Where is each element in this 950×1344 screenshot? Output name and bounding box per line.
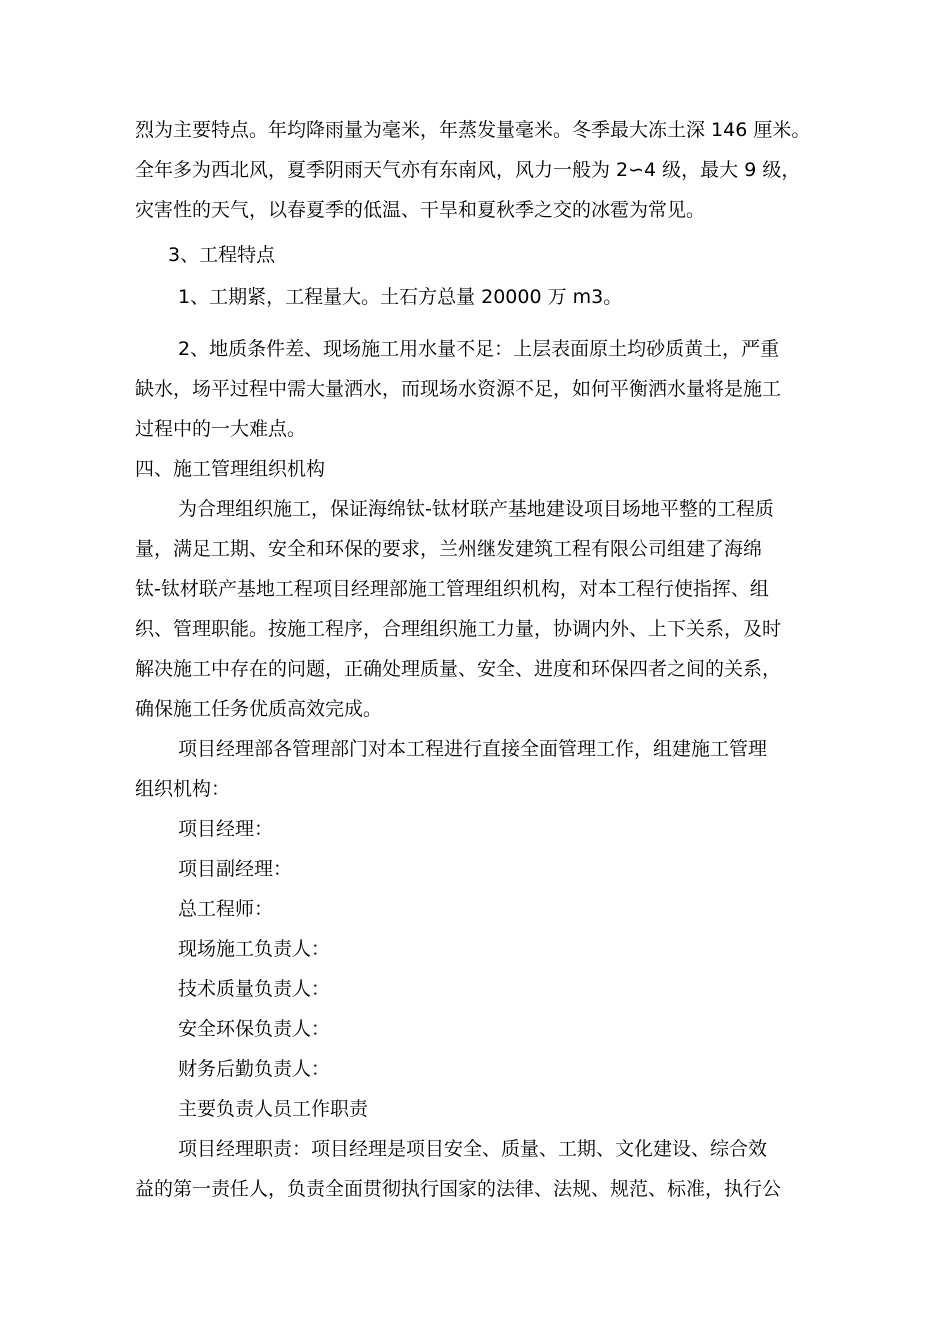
role-chief-engineer: 总工程师： [178, 898, 274, 920]
text-line-feature-2-cont-1: 缺水，场平过程中需大量洒水，而现场水资源不足，如何平衡洒水量将是施工 [135, 378, 782, 400]
text-line-climate-1: 烈为主要特点。年均降雨量为毫米，年蒸发量毫米。冬季最大冻土深 146 厘米。 [135, 119, 811, 141]
paragraph-dept-line-2: 组织机构： [135, 778, 231, 800]
role-finance-logistics-lead: 财务后勤负责人： [178, 1058, 331, 1080]
text-line-climate-3: 灾害性的天气，以春夏季的低温、干旱和夏秋季之交的冰雹为常见。 [135, 199, 706, 221]
list-item-feature-2: 2、地质条件差、现场施工用水量不足：上层表面原土均砂质黄土，严重 [178, 338, 780, 360]
paragraph-org-line-3: 钛-钛材联产基地工程项目经理部施工管理组织机构，对本工程行使指挥、组 [135, 578, 769, 600]
list-item-feature-1: 1、工期紧，工程量大。土石方总量 20000 万 m3。 [178, 286, 623, 308]
paragraph-org-line-1: 为合理组织施工，保证海绵钛-钛材联产基地建设项目场地平整的工程质 [178, 498, 774, 520]
paragraph-org-line-6: 确保施工任务优质高效完成。 [135, 698, 383, 720]
text-line-feature-2-cont-2: 过程中的一大难点。 [135, 418, 307, 440]
paragraph-dept-line-1: 项目经理部各管理部门对本工程进行直接全面管理工作，组建施工管理 [178, 738, 768, 760]
section-heading-project-features: 3、工程特点 [168, 244, 276, 266]
paragraph-pm-duties-line-1: 项目经理职责：项目经理是项目安全、质量、工期、文化建设、综合效 [178, 1138, 768, 1160]
section-heading-organization: 四、施工管理组织机构 [135, 458, 326, 480]
paragraph-org-line-4: 织、管理职能。按施工程序，合理组织施工力量，协调内外、上下关系，及时 [135, 618, 782, 640]
role-technical-quality-lead: 技术质量负责人： [178, 978, 331, 1000]
section-heading-responsibilities: 主要负责人员工作职责 [178, 1098, 369, 1120]
paragraph-org-line-5: 解决施工中存在的问题，正确处理质量、安全、进度和环保四者之间的关系， [135, 658, 782, 680]
role-site-construction-lead: 现场施工负责人： [178, 938, 331, 960]
text-line-climate-2: 全年多为西北风，夏季阴雨天气亦有东南风，风力一般为 2∽4 级，最大 9 级， [135, 159, 801, 181]
role-deputy-manager: 项目副经理： [178, 858, 293, 880]
role-project-manager: 项目经理： [178, 818, 274, 840]
paragraph-pm-duties-line-2: 益的第一责任人，负责全面贯彻执行国家的法律、法规、规范、标准，执行公 [135, 1178, 782, 1200]
role-safety-environment-lead: 安全环保负责人： [178, 1018, 331, 1040]
paragraph-org-line-2: 量，满足工期、安全和环保的要求，兰州继发建筑工程有限公司组建了海绵 [135, 538, 763, 560]
